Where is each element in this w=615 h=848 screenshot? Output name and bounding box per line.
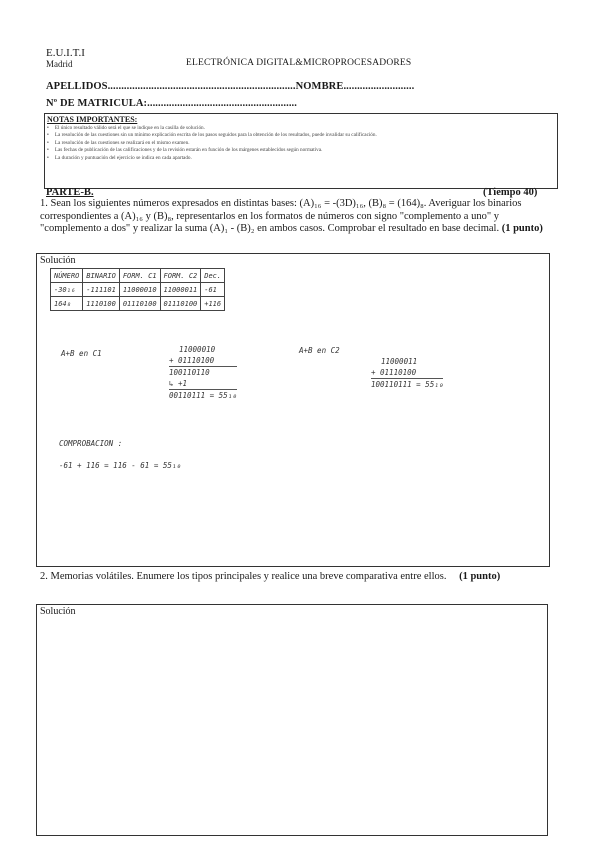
solution-1-label: Solución <box>40 255 76 266</box>
note-item: • La resolución de las cuestiones se realizará en el mismo examen. <box>47 140 377 147</box>
institution-name: E.U.I.T.I <box>46 47 85 59</box>
question-2-text: 2. Memorias volátiles. Enumere los tipos principales y realice una breve comparativa entre ellos. <box>40 571 447 582</box>
matricula-field: Nº DE MATRICULA:....................................................... <box>46 98 297 109</box>
notes-title: NOTAS IMPORTANTES: <box>47 115 138 124</box>
question-1-points: (1 punto) <box>501 223 543 234</box>
c1-line: + 01110100 <box>169 356 215 365</box>
table-header-cell: NÚMERO <box>51 269 83 283</box>
table-cell: 11000010 <box>119 283 160 297</box>
table-cell: 11000011 <box>160 283 201 297</box>
table-cell: 01110100 <box>119 297 160 311</box>
solution-1-box <box>36 253 550 567</box>
institution-city: Madrid <box>46 59 73 69</box>
table-header-cell: FORM. C2 <box>160 269 201 283</box>
check-label: COMPROBACION : <box>59 439 123 448</box>
table-header-cell: Dec. <box>201 269 225 283</box>
table-row <box>51 297 225 311</box>
solution-2-box <box>36 604 548 836</box>
c2-label: A+B en C2 <box>299 346 340 355</box>
table-cell: 164₈ <box>51 297 83 311</box>
c2-line: 100110111 = 55₁₀ <box>371 380 444 389</box>
table-cell: -111101 <box>83 283 120 297</box>
course-title: ELECTRÓNICA DIGITAL&MICROPROCESADORES <box>186 58 412 68</box>
table-cell: 01110100 <box>160 297 201 311</box>
note-item: • Las fechas de publicación de las calificaciones y de la revisión estarán en función de los márgenes establecidos según normativa. <box>47 147 377 154</box>
table-row <box>51 283 225 297</box>
c1-sum <box>169 344 237 401</box>
table-header-row <box>51 269 225 283</box>
note-item: • La resolución de las cuestiones sin un mínimo explicación escrita de los pasos seguidos para la obtención de los resultados, puede invalidar su calificación. <box>47 132 377 139</box>
note-item: • La duración y puntuación del ejercicio se indica en cada apartado. <box>47 155 377 162</box>
table-cell: 1110100 <box>83 297 120 311</box>
part-label: PARTE-B. <box>46 187 94 198</box>
c1-line: 100110110 <box>169 366 237 378</box>
c2-line: 11000011 <box>381 357 418 366</box>
part-time: (Tiempo 40) <box>483 187 538 198</box>
apellidos-nombre-field: APELLIDOS.....................................................................NOMBRE.......................... <box>46 81 415 92</box>
c1-line: 11000010 <box>179 345 216 354</box>
note-item: • El único resultado válido será el que se indique en la casilla de solución. <box>47 125 377 132</box>
question-2-points: (1 punto) <box>459 571 501 582</box>
check-line: -61 + 116 = 116 - 61 = 55₁₀ <box>59 461 181 470</box>
table-header-cell: FORM. C1 <box>119 269 160 283</box>
question-1 <box>40 198 550 236</box>
table-header-cell: BINARIO <box>83 269 120 283</box>
notes-box <box>44 113 558 189</box>
c1-label: A+B en C1 <box>61 349 102 358</box>
question-1-text: 1. Sean los siguientes números expresados en distintas bases: (A)₁₆ = -(3D)₁₆, (B)₈ = (164)₈. Averiguar los binarios correspondientes a (A)₁₆ y (B)₈, representarlos en los formatos de números con signo "complemento a uno" y "complemento a dos" y realizar la suma (A)₁ - (B)₂ en ambos casos. Comprobar el resultado en base decimal. <box>40 198 522 234</box>
c1-line: ↳ +1 <box>169 379 188 388</box>
table-cell: +116 <box>201 297 225 311</box>
c2-sum <box>371 356 443 390</box>
question-2 <box>40 571 555 584</box>
solution-2-label: Solución <box>40 606 76 617</box>
table-cell: -30₁₆ <box>51 283 83 297</box>
conversion-table <box>50 268 225 311</box>
c2-line: + 01110100 <box>371 368 417 377</box>
table-cell: -61 <box>201 283 225 297</box>
notes-list <box>47 125 377 162</box>
c1-line: 00110111 = 55₁₀ <box>169 391 237 400</box>
